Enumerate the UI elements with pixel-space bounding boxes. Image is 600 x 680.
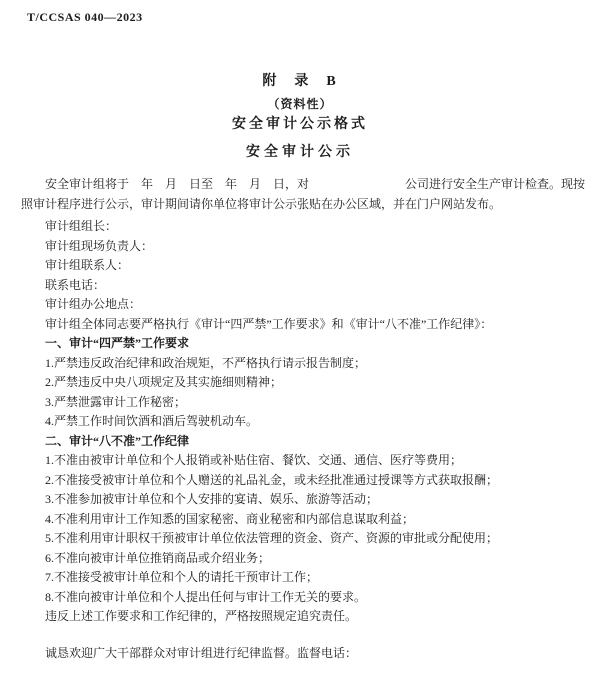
intro-line: 安全审计组将于 年 月 日至 年 月 日，对 公司进行安全生产审计检查。现按 [45, 177, 586, 191]
appendix-subtitle: （资料性） [267, 97, 333, 111]
section-heading: 一、审计“四严禁”工作要求 [45, 336, 190, 350]
info-line-leader: 审计组组长： [45, 219, 118, 233]
appendix-name: 安全审计公示格式 [232, 117, 368, 132]
info-line-office: 审计组办公地点： [45, 297, 142, 311]
list-item: 6.不准向被审计单位推销商品或介绍业务； [45, 550, 271, 565]
intro-paragraph [21, 175, 586, 214]
appendix-title: 附 录 B [262, 74, 338, 89]
document-body [21, 175, 586, 663]
list-item: 5.不准利用审计职权干预被审计单位依法管理的资金、资产、资源的审批或分配使用； [45, 531, 499, 545]
info-line-discipline: 审计组全体同志要严格执行《审计“四严禁”工作要求》和《审计“八不准”工作纪律》： [45, 316, 493, 331]
list-item: 1.不准由被审计单位和个人报销或补贴住宿、餐饮、交通、通信、医疗等费用； [45, 453, 463, 467]
info-line-site-manager: 审计组现场负责人： [45, 238, 154, 253]
list-item: 1.严禁违反政治纪律和政治规矩，不严格执行请示报告制度； [45, 355, 367, 370]
list-item: 4.严禁工作时间饮酒和酒后驾驶机动车。 [45, 414, 259, 428]
section-four-prohibitions [21, 334, 586, 432]
closing-line: 违反上述工作要求和工作纪律的，严格按照规定追究责任。 [45, 609, 358, 623]
audit-info-block [21, 217, 586, 334]
list-item: 3.不准参加被审计单位和个人安排的宴请、娱乐、旅游等活动； [45, 492, 379, 506]
list-item: 4.不准利用审计工作知悉的国家秘密、商业秘密和内部信息谋取利益； [45, 511, 415, 526]
section-heading: 二、审计“八不准”工作纪律 [45, 433, 190, 448]
list-item: 2.严禁违反中央八项规定及其实施细则精神； [45, 375, 283, 389]
info-line-phone: 联系电话： [45, 277, 106, 292]
document-title: 安全审计公示 [246, 145, 354, 160]
list-item: 8.不准向被审计单位和个人提出任何与审计工作无关的要求。 [45, 589, 367, 604]
standard-number: T/CCSAS 040—2023 [27, 10, 143, 24]
intro-line: 照审计程序进行公示，审计期间请你单位将审计公示张贴在办公区域，并在门户网站发布。 [21, 196, 502, 211]
section-eight-nos [21, 432, 586, 608]
list-item: 2.不准接受被审计单位和个人赠送的礼品礼金，或未经批准通过授课等方式获取报酬； [45, 472, 499, 487]
list-item: 3.严禁泄露审计工作秘密； [45, 394, 187, 409]
list-item: 7.不准接受被审计单位和个人的请托干预审计工作； [45, 570, 319, 584]
info-line-contact: 审计组联系人： [45, 258, 130, 272]
supervision-line: 诚恳欢迎广大干部群众对审计组进行纪律监督。监督电话： [45, 645, 358, 660]
